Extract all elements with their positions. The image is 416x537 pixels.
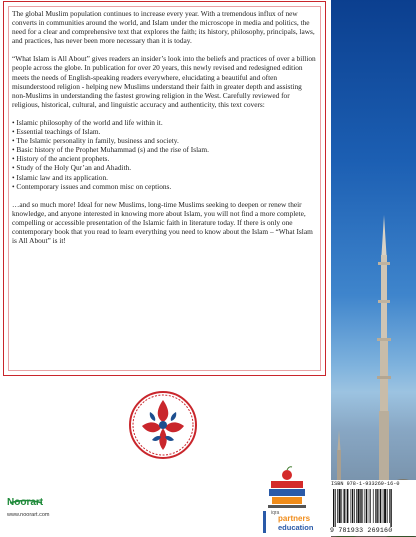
partner-line3: education: [278, 523, 314, 532]
topic-item: • Basic history of the Prophet Muhammad (s) and the rise of Islam.: [12, 145, 317, 154]
topic-item: • Contemporary issues and common misc on ceptions.: [12, 182, 317, 191]
floral-rosette-icon: [128, 390, 198, 460]
mosque-minaret-illustration: [331, 0, 416, 537]
barcode-bar: [335, 489, 336, 527]
barcode-bar: [365, 489, 366, 523]
topic-item: • Essential teachings of Islam.: [12, 127, 317, 136]
barcode-bar: [387, 489, 388, 523]
barcode-bar: [351, 489, 352, 523]
barcode-bar: [354, 489, 355, 523]
mosque-photo: [331, 0, 416, 537]
description-text: [12, 9, 317, 254]
barcode-bar: [362, 489, 363, 523]
topic-item: • Islamic philosophy of the world and life within it.: [12, 118, 317, 127]
isbn-label: ISBN 978-1-933269-16-0: [331, 481, 400, 487]
description-box: [3, 1, 326, 376]
barcode-bar: [380, 489, 381, 523]
barcode-bar: [356, 489, 357, 523]
publisher-name: Noorart: [7, 497, 44, 508]
topic-item: • Study of the Holy Qur’an and Ahadith.: [12, 163, 317, 172]
barcode-bar: [383, 489, 384, 523]
barcode-bar: [390, 489, 391, 527]
barcode-bar: [373, 489, 374, 523]
barcode-bar: [375, 489, 376, 523]
topic-item: • History of the ancient prophets.: [12, 154, 317, 163]
partner-line1: iqra: [271, 510, 280, 516]
intro-paragraph: The global Muslim population continues to increase every year. With a tremendous influx of new converts in communities around the world, and Islam under the microscope in media and politics, the need for a clear and comprehensive text that explores the faith; its history, philosophy, principals, laws, and practices, has never been more necessary than it is today.: [12, 9, 315, 46]
barcode-bar: [389, 489, 390, 523]
overview-paragraph: “What Islam is All About” gives readers an insider’s look into the beliefs and practices of over a billion people across the globe. In publication for over 20 years, this newly revised and redesigned edition meets the needs of English-speaking readers everywhere, elucidating a beautiful and often misunderstood religion - helping new Muslims understand their faith in greater depth and assisting non-Muslims in understanding the fastest growing religion in the West. Carefully reviewed for religious, historical, cultural, and linguistic accuracy and authenticity, this text covers:: [12, 54, 316, 109]
barcode-bar: [384, 489, 386, 523]
topic-item: • The Islamic personality in family, business and society.: [12, 136, 317, 145]
barcode-bar: [376, 489, 377, 523]
barcode-bar: [369, 489, 370, 523]
barcode-bar: [341, 489, 342, 523]
partner-line2: partners: [278, 514, 311, 523]
barcode-bar: [347, 489, 348, 523]
publisher-url: www.noorart.com: [7, 512, 50, 518]
barcode-digits: 9 781933 269160: [330, 527, 393, 534]
topics-list: [12, 118, 317, 191]
barcode-bar: [337, 489, 338, 523]
closing-paragraph: …and so much more! Ideal for new Muslims, long-time Muslims seeking to deepen or renew their knowledge, and anyone interested in knowing more about Islam, you will not find a more complete, compelling or accessible presentation of the Islamic faith in literature today. If there is only one contemporary book that you read to learn everything you need to know about the Islam – “What Islam is All About” is it!: [12, 199, 313, 246]
barcode-bar: [379, 489, 380, 523]
topic-item: • Islamic law and its application.: [12, 173, 317, 182]
barcode-icon: [330, 489, 414, 527]
barcode-bar: [344, 489, 345, 523]
barcode-bar: [333, 489, 334, 527]
barcode-bar: [370, 489, 371, 523]
barcode-bar: [360, 489, 361, 523]
barcode-bar: [352, 489, 353, 523]
barcode-bar: [346, 489, 347, 523]
barcode-bar: [339, 489, 341, 523]
barcode-bar: [358, 489, 360, 523]
barcode-bar: [366, 489, 367, 523]
